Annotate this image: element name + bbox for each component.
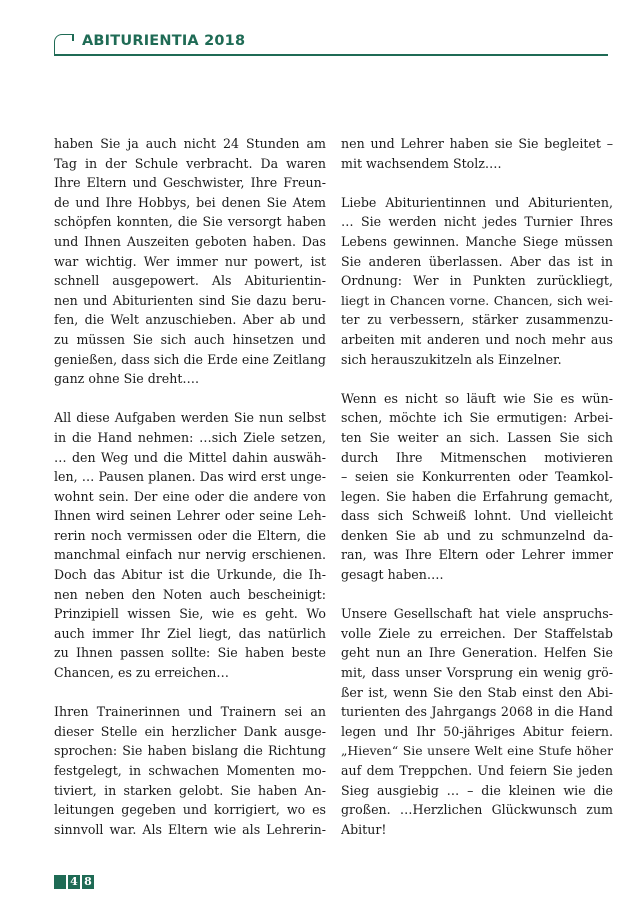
text-line: mit wachsendem Stolz…. (341, 155, 502, 171)
header-tab-ornament-end (72, 34, 74, 41)
text-column-left (54, 134, 326, 839)
text-line: legen und Ihr 50-jähriges Abitur feiern. (341, 723, 613, 739)
text-line: Lebens gewinnen. Manche Siege müssen (341, 233, 613, 249)
text-line: „Hieven“ Sie unsere Welt eine Stufe höher (341, 743, 613, 759)
text-line: auf dem Treppchen. Und feiern Sie jeden (341, 763, 613, 778)
text-line: gesagt haben…. (341, 567, 444, 583)
running-header (54, 34, 608, 56)
text-line: nen und Abiturienten sind Sie dazu beru- (54, 292, 326, 308)
text-line: geht nun an Ihre Generation. Helfen Sie (341, 645, 613, 661)
page-number-digit: 8 (82, 875, 94, 889)
text-line: und Ihnen Auszeiten geboten haben. Das (54, 233, 326, 249)
text-line: Ihre Eltern und Geschwister, Ihre Freun- (54, 175, 326, 191)
header-title: ABITURIENTIA 2018 (82, 33, 246, 49)
header-rule (54, 54, 608, 56)
text-line: sich herauszukitzeln als Einzelner. (341, 351, 562, 367)
text-line: Prinzipiell wissen Sie, wie es geht. Wo (54, 606, 326, 622)
text-line: schen, möchte ich Sie ermutigen: Arbei- (341, 410, 613, 426)
text-line: … den Weg und die Mittel dahin auswäh- (54, 449, 326, 465)
text-line: tiviert, in starken gelobt. Sie haben An- (54, 782, 326, 798)
text-line: schöpfen konnten, die Sie versorgt haben (54, 214, 326, 230)
text-line: wohnt sein. Der eine oder die andere von (54, 488, 326, 504)
text-line: fen, die Welt anzuschieben. Aber ab und (54, 312, 326, 328)
text-line: Ihnen wird seinen Lehrer oder seine Leh- (54, 508, 326, 524)
text-line: – seien sie Konkurrenten oder Teamkol- (341, 469, 613, 485)
text-line: ganz ohne Sie dreht…. (54, 371, 199, 387)
text-line: ran, was Ihre Eltern oder Lehrer immer (341, 547, 613, 563)
text-line: Wenn es nicht so läuft wie Sie es wün- (341, 390, 613, 406)
text-line: len, … Pausen planen. Das wird erst unge- (54, 469, 326, 485)
text-line: Liebe Abiturientinnen und Abiturienten, (341, 194, 613, 210)
text-line: nen neben den Noten auch bescheinigt: (54, 586, 326, 602)
paragraph (54, 134, 326, 389)
text-line: dass sich Schweiß lohnt. Und vielleicht (341, 508, 613, 524)
text-line: All diese Aufgaben werden Sie nun selbst (54, 410, 326, 426)
text-line: sinnvoll war. Als Eltern wie als Lehrerin- (54, 821, 326, 837)
header-tab-ornament (54, 34, 73, 55)
text-line: Sieg ausgiebig … – die kleinen wie die (341, 782, 613, 798)
text-line: Ordnung: Wer in Punkten zurückliegt, (341, 273, 613, 289)
text-line: Unsere Gesellschaft hat viele anspruchs- (341, 606, 613, 622)
text-line: zu Ihnen passen sollte: Sie haben beste (54, 645, 326, 661)
page-number (54, 875, 94, 889)
paragraph (54, 408, 326, 682)
text-line: denken Sie ab und zu schmunzelnd da- (341, 527, 613, 543)
text-line: manchmal einfach nur nervig erschienen. (54, 547, 326, 563)
text-column-right (341, 134, 613, 839)
text-line: leitungen gegeben und korrigiert, wo es (54, 802, 326, 818)
text-line: ter zu verbessern, stärker zusammenzu- (341, 312, 613, 328)
text-line: ßer ist, wenn Sie den Stab einst den Abi- (341, 684, 613, 700)
text-line: haben Sie ja auch nicht 24 Stunden am (54, 136, 326, 151)
text-line: nen und Lehrer haben sie Sie begleitet – (341, 136, 613, 151)
text-line: de und Ihre Hobbys, bei denen Sie Atem (54, 194, 326, 210)
text-line: in die Hand nehmen: …sich Ziele setzen, (54, 429, 326, 445)
text-line: liegt in Chancen vorne. Chancen, sich wei- (341, 292, 613, 308)
text-line: großen. …Herzlichen Glückwunsch zum (341, 802, 613, 818)
text-line: legen. Sie haben die Erfahrung gemacht, (341, 488, 613, 504)
text-line: Ihren Trainerinnen und Trainern sei an (54, 704, 326, 720)
text-line: volle Ziele zu erreichen. Der Staffelstab (341, 625, 613, 641)
text-line: war wichtig. Wer immer nur powert, ist (54, 253, 326, 269)
text-line: Abitur! (341, 821, 387, 837)
text-line: genießen, dass sich die Erde eine Zeitlang (54, 351, 326, 367)
paragraph (341, 193, 613, 369)
page-number-ornament-block (54, 875, 66, 889)
paragraph (341, 389, 613, 585)
page-number-digit: 4 (68, 875, 80, 889)
text-line: Sie anderen überlassen. Aber das ist in (341, 253, 613, 269)
text-line: zu müssen Sie sich auch hinsetzen und (54, 331, 326, 347)
text-line: turienten des Jahrgangs 2068 in die Hand (341, 704, 613, 720)
text-line: ten Sie weiter an sich. Lassen Sie sich (341, 429, 613, 445)
text-line: arbeiten mit anderen und noch mehr aus (341, 331, 613, 347)
paragraph (341, 604, 613, 839)
text-line: … Sie werden nicht jedes Turnier Ihres (341, 214, 613, 230)
paragraph (341, 134, 613, 173)
text-line: Tag in der Schule verbracht. Da waren (54, 155, 326, 171)
text-line: festgelegt, in schwachen Momenten mo- (54, 763, 326, 778)
paragraph (54, 702, 326, 839)
text-line: auch immer Ihr Ziel liegt, das natürlich (54, 625, 326, 641)
text-line: sprochen: Sie haben bislang die Richtung (54, 743, 326, 759)
text-line: durch Ihre Mitmenschen motivieren (341, 449, 613, 465)
text-line: mit, dass unser Vorsprung ein wenig grö- (341, 665, 613, 681)
text-line: rerin noch vermissen oder die Eltern, die (54, 527, 326, 543)
text-line: dieser Stelle ein herzlicher Dank ausge- (54, 723, 326, 739)
text-line: Doch das Abitur ist die Urkunde, die Ih- (54, 567, 326, 583)
text-line: Chancen, es zu erreichen… (54, 665, 229, 681)
text-line: schnell ausgepowert. Als Abiturientin- (54, 273, 326, 289)
